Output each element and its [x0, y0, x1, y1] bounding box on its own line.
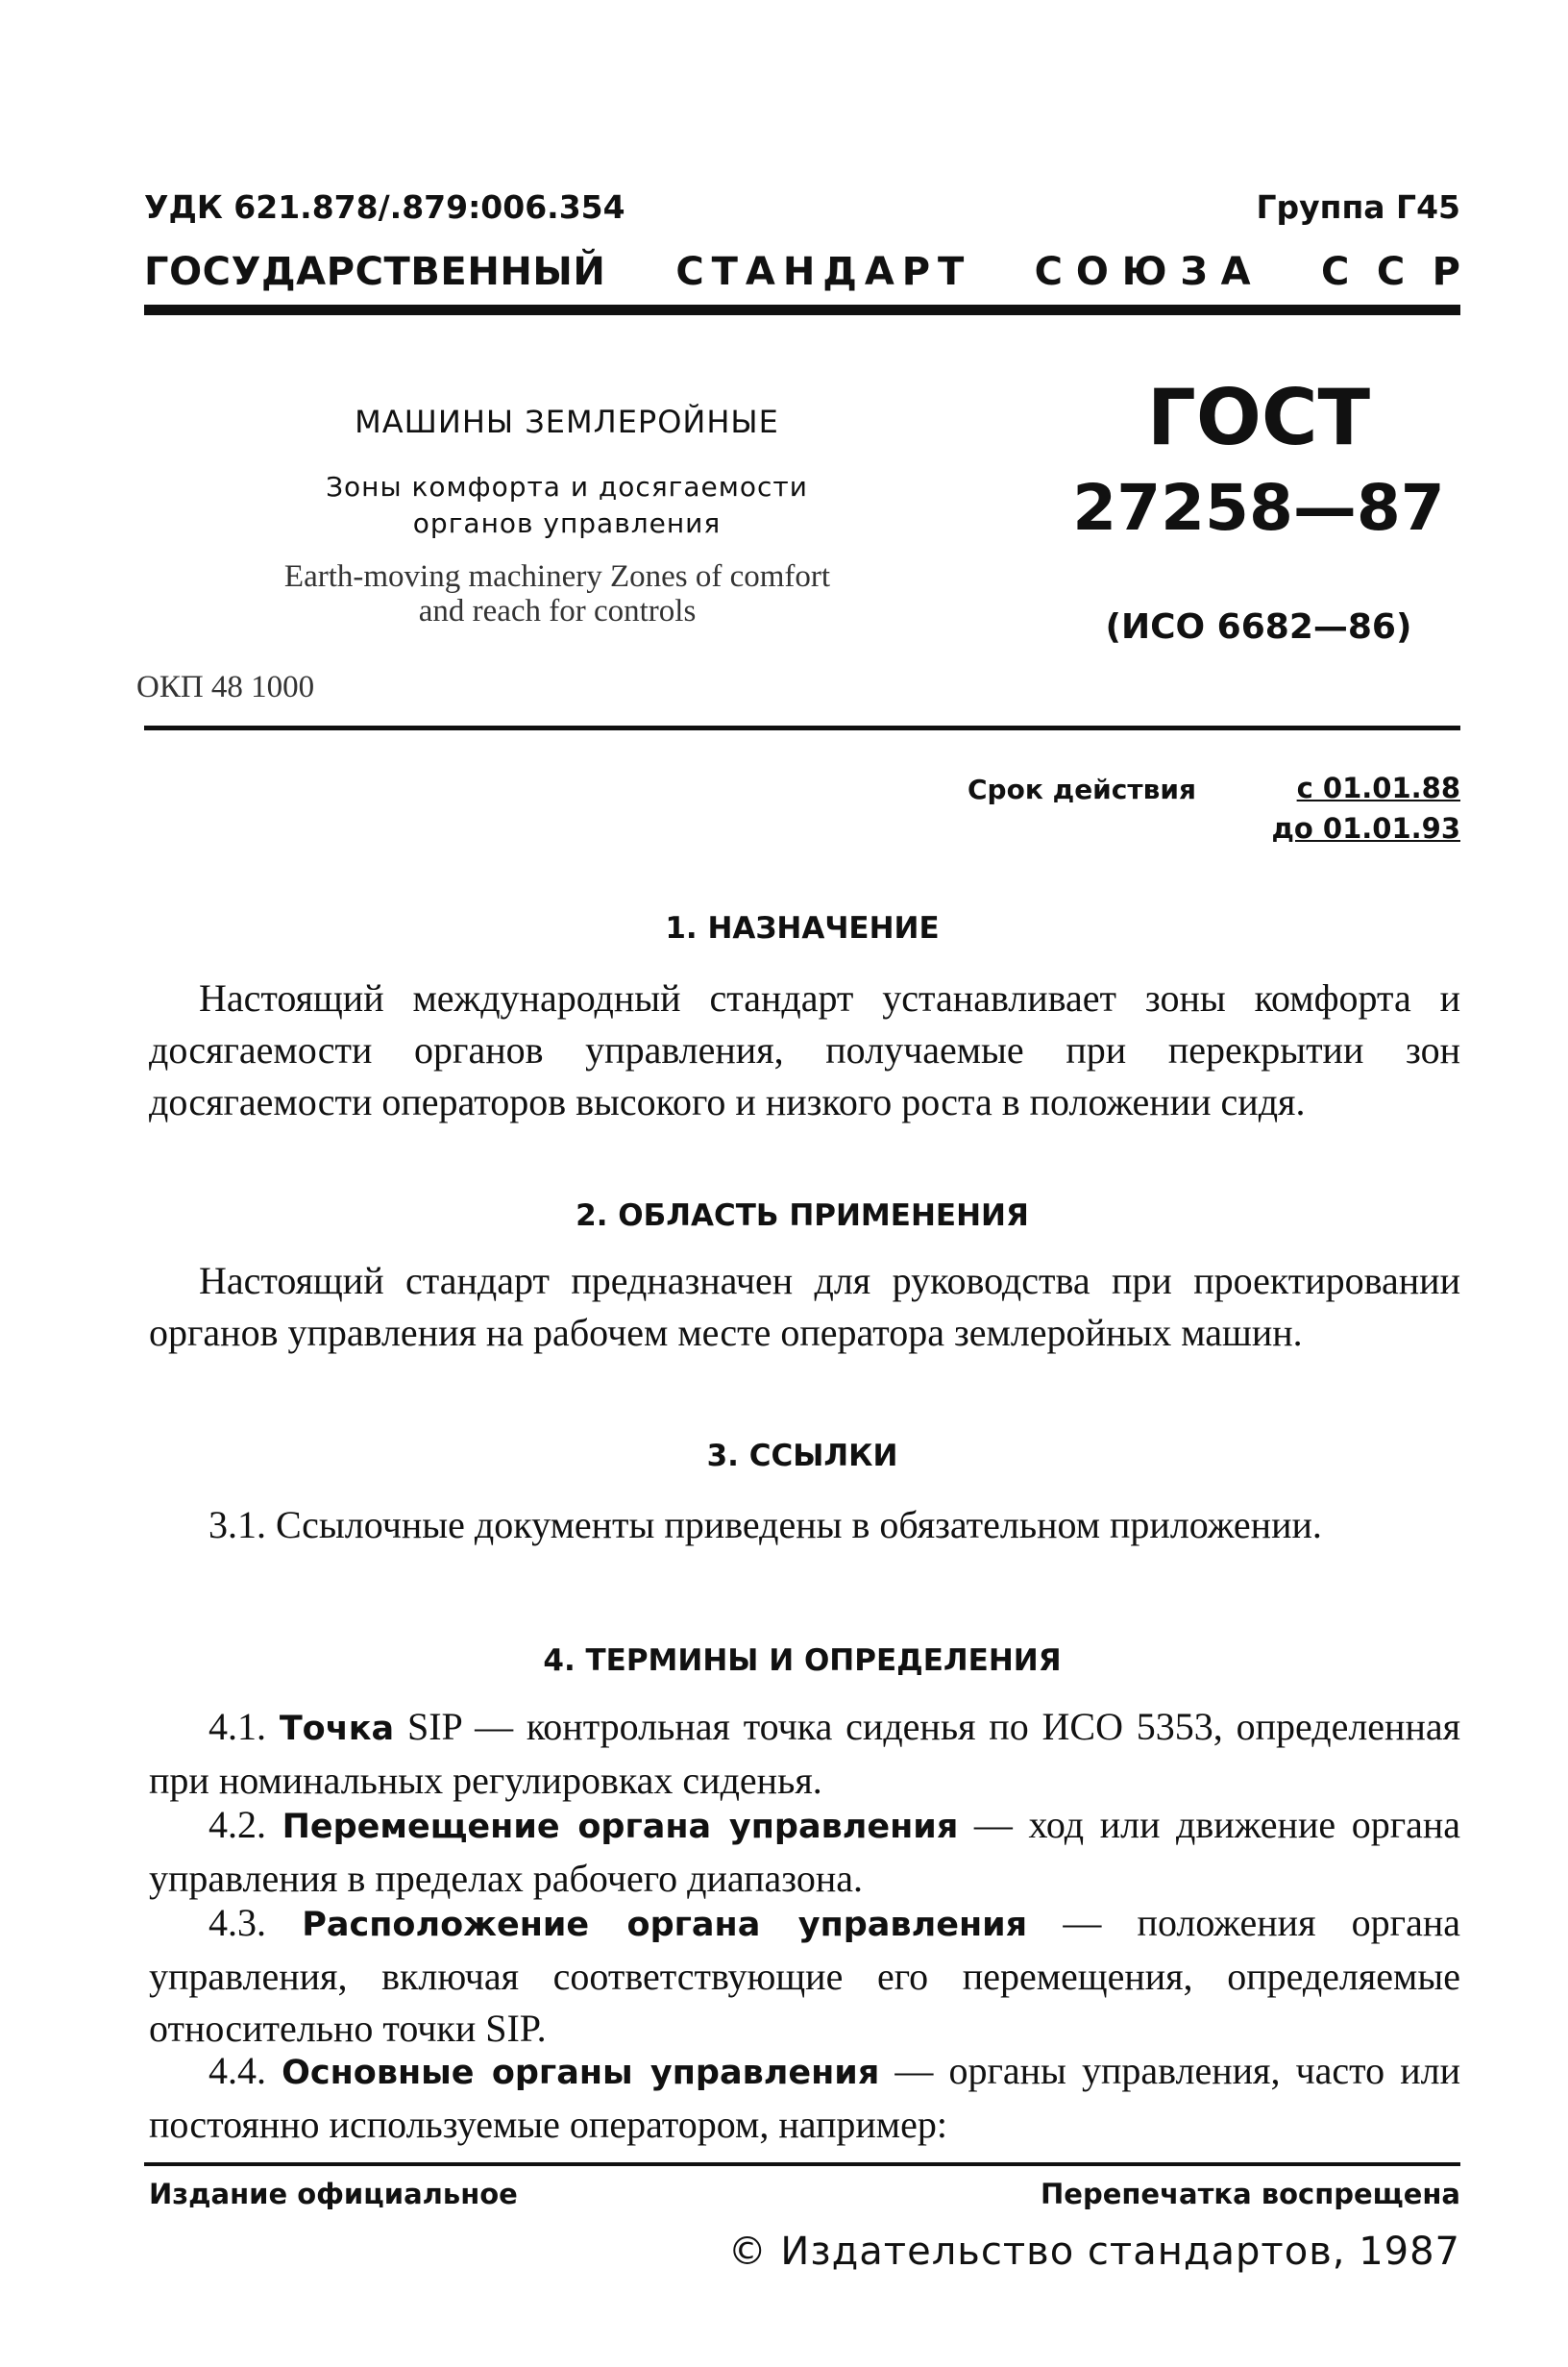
definition-number: 4.3.: [208, 1901, 266, 1944]
definition-text: SIP — контрольная точка сиденья по ИСО 5353, определенная при номинальных регулировках сиденья.: [149, 1705, 1460, 1802]
banner-word: Г О С У Д А Р С Т В Е Н Н Ы Й: [144, 250, 605, 294]
group-code: Группа Г45: [1256, 188, 1460, 226]
section-4-heading: 4. ТЕРМИНЫ И ОПРЕДЕЛЕНИЯ: [543, 1643, 1062, 1678]
definition-4-1: [149, 1701, 1460, 1807]
section-3-text: 3.1. Ссылочные документы приведены в обязательном приложении.: [208, 1503, 1322, 1546]
definition-4-2: [149, 1799, 1460, 1905]
definition-term: Основные органы управления: [282, 2054, 880, 2092]
section-3-heading: 3. ССЫЛКИ: [706, 1439, 898, 1473]
definition-text: — органы управления, часто или постоянно используемые оператором, например:: [149, 2049, 1460, 2146]
section-2-heading: 2. ОБЛАСТЬ ПРИМЕНЕНИЯ: [576, 1198, 1029, 1233]
definition-number: 4.1.: [208, 1705, 266, 1748]
iso-reference: (ИСО 6682—86): [1105, 607, 1412, 647]
definition-term: Перемещение органа управления: [282, 1808, 959, 1846]
definition-number: 4.4.: [208, 2049, 266, 2092]
validity-to: до 01.01.93: [1271, 812, 1460, 845]
reprint-prohibited: Перепечатка воспрещена: [1041, 2178, 1460, 2210]
subtitle-ru-1: Зоны комфорта и досягаемости: [326, 471, 808, 503]
validity-label: Срок действия: [968, 774, 1196, 805]
section-2-text: Настоящий стандарт предназначен для руководства при проектировании органов управления на рабочем месте оператора землеройных машин.: [149, 1259, 1460, 1354]
title-rule: [144, 726, 1460, 730]
gost-number: 27258—87: [1072, 471, 1445, 545]
section-1-text: Настоящий международный стандарт устанавливает зоны комфорта и досягаемости органов управления, получаемые при перекрытии зон досягаемости операторов высокого и низкого роста в положении сидя.: [149, 976, 1460, 1123]
title-ru: МАШИНЫ ЗЕМЛЕРОЙНЫЕ: [355, 404, 779, 440]
definition-text: — ход или движение органа управления в пределах рабочего диапазона.: [149, 1803, 1461, 1900]
udk-code: УДК 621.878/.879:006.354: [144, 188, 625, 226]
definition-4-4: [149, 2045, 1460, 2151]
definition-term: Расположение органа управления: [302, 1906, 1028, 1944]
gost-label: ГОСТ: [1146, 373, 1371, 462]
publisher-copyright: © Издательство стандартов, 1987: [727, 2230, 1460, 2274]
banner-word: С С Р: [1320, 250, 1460, 294]
footer-rule: [144, 2162, 1460, 2166]
definition-number: 4.2.: [208, 1803, 266, 1846]
title-en-1: Earth-moving machinery Zones of comfort: [283, 559, 831, 594]
definition-term: Точка: [279, 1710, 395, 1748]
official-edition: Издание официальное: [149, 2178, 518, 2210]
definition-text: — положения органа управления, включая соответствующие его перемещения, определяемые относительно точки SIP.: [149, 1901, 1460, 2050]
definition-4-3: [149, 1897, 1460, 2055]
subtitle-ru-2: органов управления: [412, 507, 722, 539]
banner-word: С О Ю З А: [1034, 250, 1251, 294]
okp-code: ОКП 48 1000: [136, 670, 315, 704]
standard-banner: [144, 250, 1460, 294]
validity-from: с 01.01.88: [1296, 772, 1460, 804]
section-1-heading: 1. НАЗНАЧЕНИЕ: [665, 911, 940, 946]
title-en-2: and reach for controls: [418, 594, 697, 629]
banner-word: С Т А Н Д А Р Т: [675, 250, 965, 294]
header-rule: [144, 305, 1460, 315]
